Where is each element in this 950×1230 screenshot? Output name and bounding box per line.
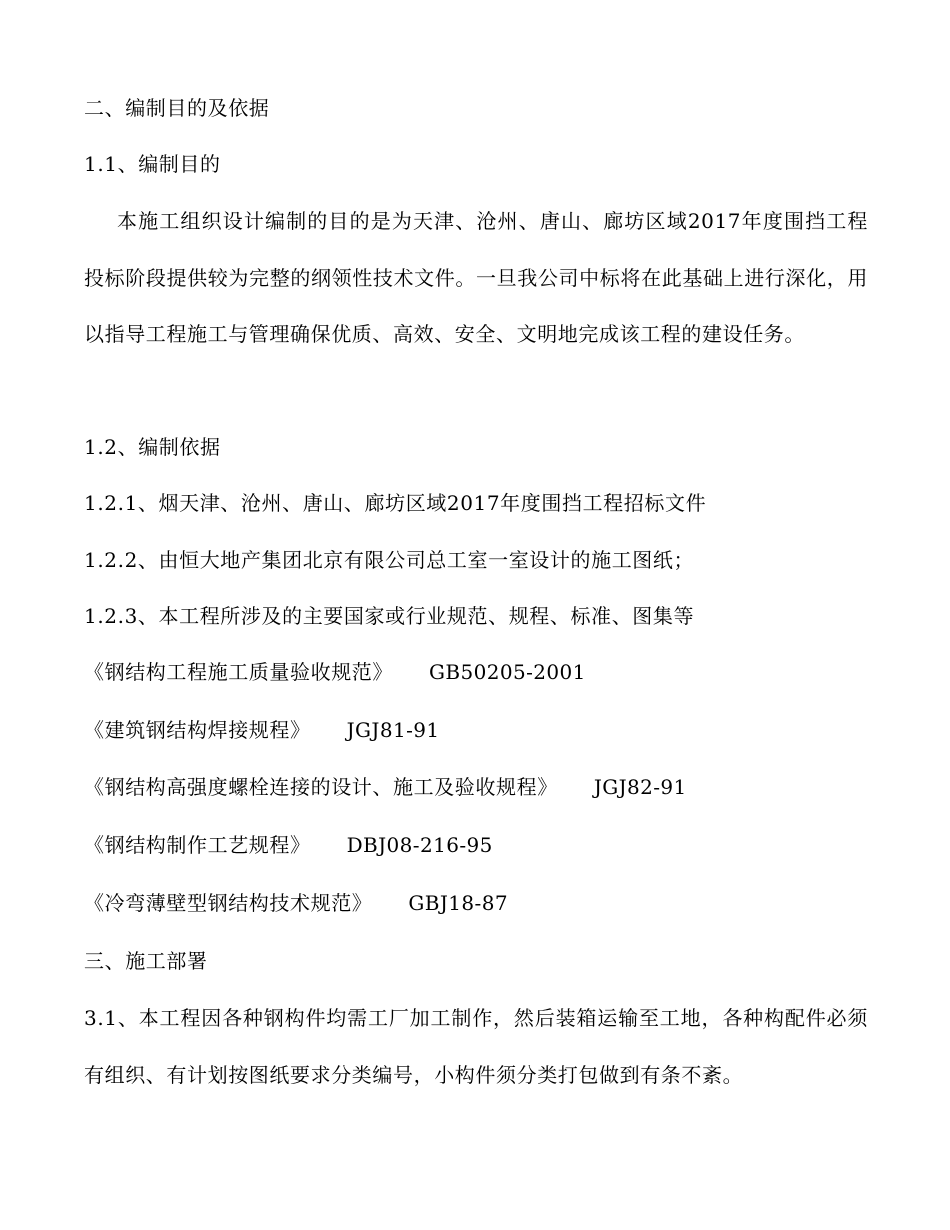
standard-name: 《钢结构高强度螺栓连接的设计、施工及验收规程》 (84, 775, 558, 799)
standard-item (84, 716, 439, 744)
subsection-heading-1-1: 1.1、编制目的 (84, 152, 221, 176)
standard-name: 《建筑钢结构焊接规程》 (84, 718, 311, 742)
standard-code: GB50205-2001 (429, 660, 586, 684)
standard-name: 《钢结构工程施工质量验收规范》 (84, 660, 393, 684)
basis-item-1-2-3: 1.2.3、本工程所涉及的主要国家或行业规范、规程、标准、图集等 (84, 604, 695, 628)
section-heading-2: 二、编制目的及依据 (84, 96, 270, 120)
standard-item (84, 889, 508, 917)
standard-name: 《冷弯薄壁型钢结构技术规范》 (84, 891, 373, 915)
standard-code: DBJ08-216-95 (346, 833, 493, 857)
standard-code: GBJ18-87 (408, 891, 508, 915)
section-heading-3: 三、施工部署 (84, 949, 208, 973)
standard-item (84, 658, 586, 686)
standard-item (84, 831, 493, 859)
subsection-heading-1-2: 1.2、编制依据 (84, 435, 221, 459)
basis-item-1-2-1: 1.2.1、烟天津、沧州、唐山、廊坊区域2017年度围挡工程招标文件 (84, 491, 707, 515)
basis-item-1-2-2: 1.2.2、由恒大地产集团北京有限公司总工室一室设计的施工图纸； (84, 548, 695, 572)
paragraph-purpose: 本施工组织设计编制的目的是为天津、沧州、唐山、廊坊区域2017年度围挡工程投标阶段提供较为完整的纲领性技术文件。一旦我公司中标将在此基础上进行深化，用以指导工程施工与管理确保优质、高效、安全、文明地完成该工程的建设任务。 (84, 209, 868, 346)
standard-name: 《钢结构制作工艺规程》 (84, 833, 311, 857)
standard-code: JGJ82-91 (593, 775, 687, 799)
standard-item (84, 773, 687, 801)
standard-code: JGJ81-91 (346, 718, 440, 742)
paragraph-deployment-3-1: 3.1、本工程因各种钢构件均需工厂加工制作，然后装箱运输至工地，各种构配件必须有组织、有计划按图纸要求分类编号，小构件须分类打包做到有条不紊。 (84, 1006, 868, 1087)
